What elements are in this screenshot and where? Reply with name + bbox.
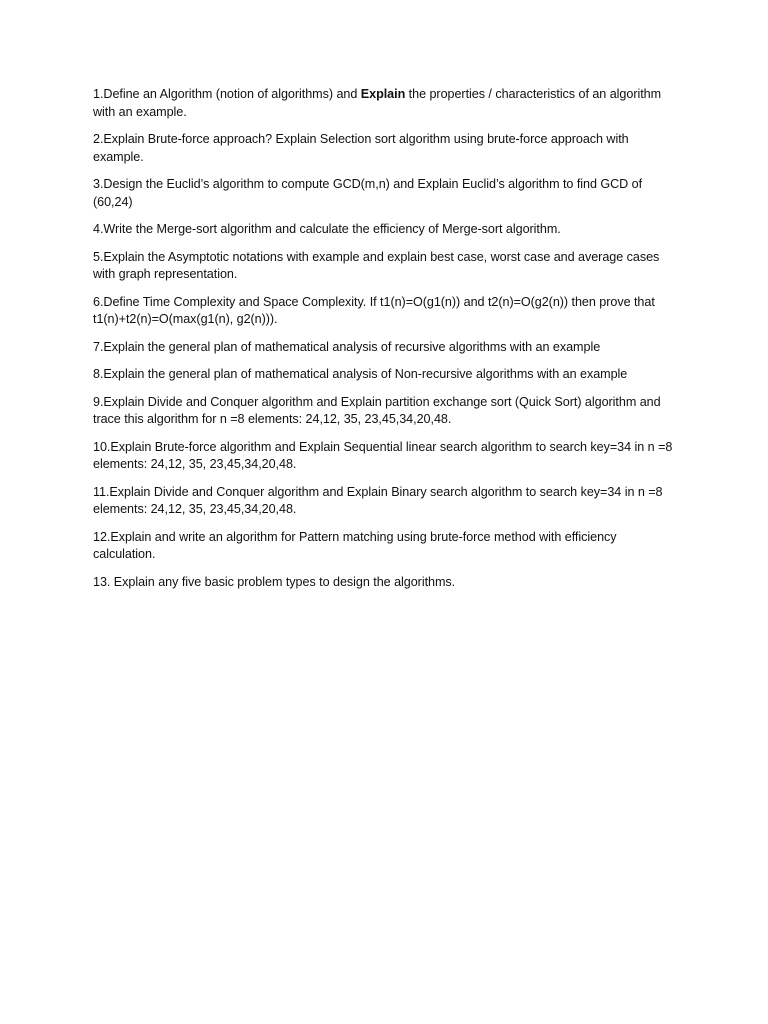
question-10: 10.Explain Brute-force algorithm and Explain Sequential linear search algorithm to search key=34 in n =8 elements: 24,12, 35, 23,45,34,20,48. — [93, 439, 673, 471]
question-13: 13. Explain any five basic problem types to design the algorithms. — [93, 574, 456, 589]
question-1-text: 1.Define an Algorithm (notion of algorithms) and — [93, 87, 361, 101]
question-1-bold-text: Explain — [360, 87, 406, 101]
question-12: 12.Explain and write an algorithm for Pattern matching using brute-force method with efficiency calculation. — [93, 529, 617, 561]
question-4: 4.Write the Merge-sort algorithm and calculate the efficiency of Merge-sort algorithm. — [93, 222, 561, 236]
question-5: 5.Explain the Asymptotic notations with example and explain best case, worst case and average cases with graph representation. — [93, 249, 660, 281]
question-8: 8.Explain the general plan of mathematical analysis of Non-recursive algorithms with an example — [93, 367, 628, 381]
question-1 — [93, 86, 675, 121]
question-1-text-end: the properties / characteristics of an algorithm with an example. — [93, 87, 662, 119]
question-6: 6.Define Time Complexity and Space Complexity. If t1(n)=O(g1(n)) and t2(n)=O(g2(n)) then prove that t1(n)+t2(n)=O(max(g1(n), g2(n))). — [93, 294, 655, 326]
question-3: 3.Design the Euclid’s algorithm to compute GCD(m,n) and Explain Euclid’s algorithm to find GCD of (60,24) — [93, 177, 643, 209]
question-list — [93, 86, 675, 601]
question-11: 11.Explain Divide and Conquer algorithm and Explain Binary search algorithm to search key=34 in n =8 elements: 24,12, 35, 23,45,34,20,48. — [93, 484, 663, 516]
question-9: 9.Explain Divide and Conquer algorithm and Explain partition exchange sort (Quick Sort) algorithm and trace this algorithm for n =8 elements: 24,12, 35, 23,45,34,20,48. — [93, 394, 661, 426]
question-2: 2.Explain Brute-force approach? Explain Selection sort algorithm using brute-force approach with example. — [93, 132, 629, 164]
question-7: 7.Explain the general plan of mathematical analysis of recursive algorithms with an example — [93, 339, 601, 354]
